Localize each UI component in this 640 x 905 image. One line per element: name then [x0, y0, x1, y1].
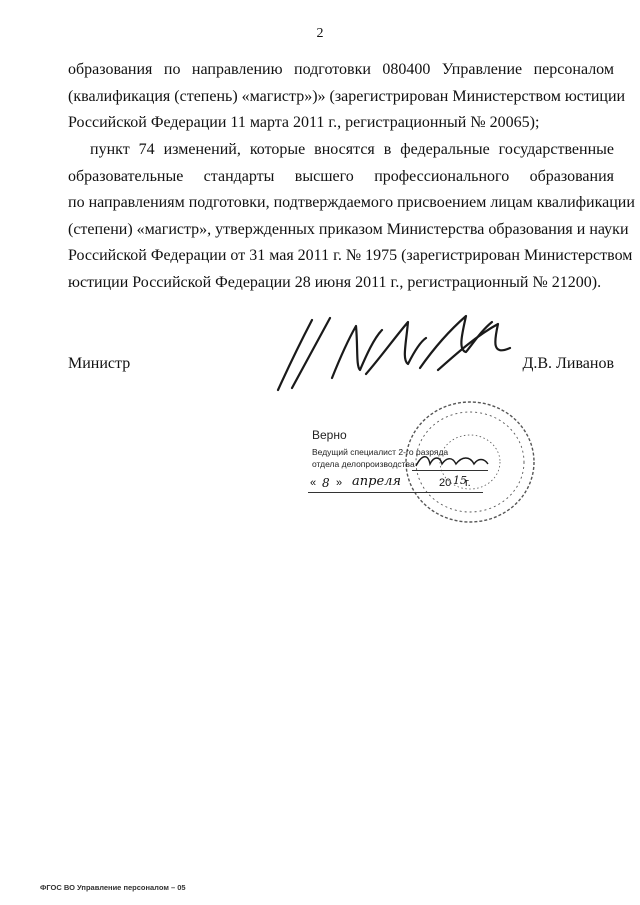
date-year-end: г. [465, 477, 471, 489]
date-quote-close: » [336, 477, 343, 489]
paragraph-1-line: (квалификация (степень) «магистр»)» (зарегистрирован Министерством юстиции [68, 87, 626, 105]
date-year-suffix: 15 [453, 474, 467, 487]
date-day: 8 [322, 476, 330, 490]
paragraph-2-line: пункт 74 изменений, которые вносятся в федеральные государственные [90, 141, 614, 158]
paragraph-2-line: (степени) «магистр», утвержденных приказом Министерства образования и науки [68, 220, 629, 238]
paragraph-2-line: образовательные стандарты высшего профессионального образования [68, 167, 614, 185]
footer-document-id: ФГОС ВО Управление персоналом – 05 [40, 883, 186, 892]
date-year-prefix: 20 [439, 477, 452, 489]
page-number: 2 [316, 26, 324, 41]
paragraph-1-line: Российской Федерации 11 марта 2011 г., регистрационный № 20065); [68, 114, 540, 131]
certification-title: Верно [312, 428, 347, 442]
paragraph-2-line: юстиции Российской Федерации 28 июня 2011 г., регистрационный № 21200). [68, 273, 602, 291]
signatory-title: Министр [68, 355, 131, 372]
paragraph-2 [68, 137, 635, 296]
signatory-name: Д.В. Ливанов [522, 355, 614, 372]
certification-date-line [308, 492, 483, 493]
paragraph-1-line: образования по направлению подготовки 080400 Управление персоналом [68, 61, 614, 78]
signature [270, 308, 520, 398]
paragraph-2-line: по направлениям подготовки, подтверждаемого присвоением лицам квалификации [68, 194, 635, 211]
certification-department: отдела делопроизводства [312, 459, 415, 469]
certifier-signature [412, 450, 492, 472]
date-month: апреля [352, 474, 402, 489]
date-quote-open: « [310, 477, 317, 489]
paragraph-2-line: Российской Федерации от 31 мая 2011 г. № 1975 (зарегистрирован Министерством [68, 247, 633, 264]
paragraph-1 [68, 57, 626, 137]
certification-position: Ведущий специалист 2-го разряда [312, 447, 449, 457]
